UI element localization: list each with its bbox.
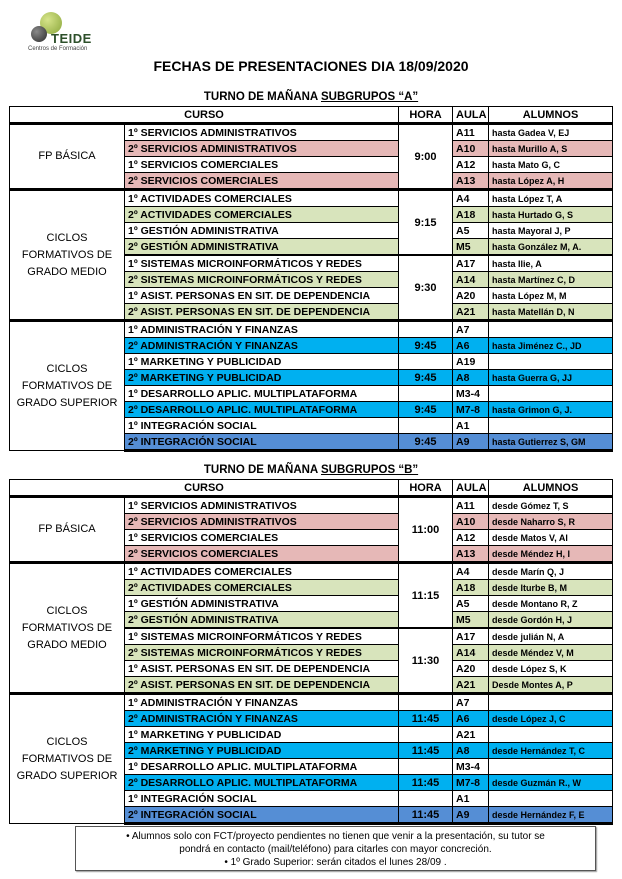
aula-cell: A6: [453, 711, 489, 727]
hora-cell: 9:30: [399, 255, 453, 321]
header-alumnos: ALUMNOS: [489, 480, 613, 497]
hora-cell: [399, 759, 453, 775]
course-name: 1º SISTEMAS MICROINFORMÁTICOS Y REDES: [125, 255, 399, 272]
aula-cell: A13: [453, 546, 489, 563]
course-name: 2º MARKETING Y PUBLICIDAD: [125, 743, 399, 759]
course-name: 1º SISTEMAS MICROINFORMÁTICOS Y REDES: [125, 628, 399, 645]
alumnos-cell: desde Méndez V, M: [489, 645, 613, 661]
course-name: 2º SERVICIOS ADMINISTRATIVOS: [125, 514, 399, 530]
alumnos-cell: desde Gómez T, S: [489, 497, 613, 514]
aula-cell: A18: [453, 580, 489, 596]
course-name: 2º SISTEMAS MICROINFORMÁTICOS Y REDES: [125, 272, 399, 288]
table-title-prefix: TURNO DE MAÑANA: [203, 91, 321, 103]
table-row: [10, 124, 613, 141]
alumnos-cell: hasta Matellán D, N: [489, 304, 613, 321]
course-name: 2º INTEGRACIÓN SOCIAL: [125, 807, 399, 824]
table-a-title: [0, 91, 622, 103]
course-name: 2º ACTIVIDADES COMERCIALES: [125, 580, 399, 596]
course-name: 2º SERVICIOS ADMINISTRATIVOS: [125, 141, 399, 157]
aula-cell: A17: [453, 628, 489, 645]
course-name: 1º SERVICIOS ADMINISTRATIVOS: [125, 124, 399, 141]
table-row: [10, 321, 613, 338]
header-aula: AULA: [453, 107, 489, 124]
hora-cell: 9:45: [399, 402, 453, 418]
page-title: FECHAS DE PRESENTACIONES DIA 18/09/2020: [153, 58, 469, 74]
schedule-table-a: [9, 106, 613, 452]
alumnos-cell: Desde Montes A, P: [489, 677, 613, 694]
aula-cell: A12: [453, 157, 489, 173]
hora-cell: 11:45: [399, 711, 453, 727]
group-name: CICLOS FORMATIVOS DE GRADO SUPERIOR: [10, 694, 125, 824]
alumnos-cell: hasta Grimon G, J.: [489, 402, 613, 418]
aula-cell: A11: [453, 497, 489, 514]
aula-cell: A4: [453, 563, 489, 580]
alumnos-cell: [489, 759, 613, 775]
aula-cell: M5: [453, 612, 489, 629]
course-name: 1º DESARROLLO APLIC. MULTIPLATAFORMA: [125, 759, 399, 775]
aula-cell: A5: [453, 223, 489, 239]
alumnos-cell: desde López S, K: [489, 661, 613, 677]
course-name: 1º ACTIVIDADES COMERCIALES: [125, 563, 399, 580]
alumnos-cell: hasta Gutierrez S, GM: [489, 434, 613, 451]
table-title-prefix: TURNO DE MAÑANA: [203, 464, 321, 476]
course-name: 2º MARKETING Y PUBLICIDAD: [125, 370, 399, 386]
aula-cell: A8: [453, 370, 489, 386]
hora-cell: 9:45: [399, 370, 453, 386]
aula-cell: A5: [453, 596, 489, 612]
table-title-subgroup: SUBGRUPOS “A”: [321, 91, 419, 103]
header-curso: CURSO: [10, 107, 399, 124]
alumnos-cell: hasta López T, A: [489, 190, 613, 207]
course-name: 1º DESARROLLO APLIC. MULTIPLATAFORMA: [125, 386, 399, 402]
header-alumnos: ALUMNOS: [489, 107, 613, 124]
note-grado-superior: • 1º Grado Superior: serán citados el lunes 28/09 .: [224, 857, 447, 868]
aula-cell: A9: [453, 807, 489, 824]
table-row: [10, 497, 613, 514]
table-row: [10, 190, 613, 207]
alumnos-cell: [489, 386, 613, 402]
course-name: 2º GESTIÓN ADMINISTRATIVA: [125, 239, 399, 256]
aula-cell: A13: [453, 173, 489, 190]
alumnos-cell: desde Naharro S, R: [489, 514, 613, 530]
hora-cell: [399, 727, 453, 743]
hora-cell: 9:45: [399, 434, 453, 451]
alumnos-cell: [489, 354, 613, 370]
aula-cell: A21: [453, 677, 489, 694]
alumnos-cell: desde Méndez H, I: [489, 546, 613, 563]
hora-cell: 11:45: [399, 743, 453, 759]
course-name: 2º ASIST. PERSONAS EN SIT. DE DEPENDENCIA: [125, 304, 399, 321]
aula-cell: A20: [453, 661, 489, 677]
course-name: 1º GESTIÓN ADMINISTRATIVA: [125, 223, 399, 239]
aula-cell: A20: [453, 288, 489, 304]
course-name: 1º MARKETING Y PUBLICIDAD: [125, 727, 399, 743]
hora-cell: [399, 694, 453, 711]
logo-dark-ball-icon: [31, 26, 47, 42]
note-fct: • Alumnos solo con FCT/proyecto pendientes no tienen que venir a la presentación, su tutor se pondrá en contacto (mail/teléfono) para citarles con mayor concreción.: [126, 831, 545, 855]
aula-cell: M5: [453, 239, 489, 256]
table-row: [10, 694, 613, 711]
course-name: 2º ASIST. PERSONAS EN SIT. DE DEPENDENCIA: [125, 677, 399, 694]
course-name: 2º SISTEMAS MICROINFORMÁTICOS Y REDES: [125, 645, 399, 661]
aula-cell: A21: [453, 727, 489, 743]
aula-cell: A14: [453, 645, 489, 661]
aula-cell: A11: [453, 124, 489, 141]
course-name: 2º ACTIVIDADES COMERCIALES: [125, 207, 399, 223]
alumnos-cell: [489, 321, 613, 338]
notes-box: [75, 826, 596, 871]
course-name: 2º DESARROLLO APLIC. MULTIPLATAFORMA: [125, 775, 399, 791]
course-name: 1º INTEGRACIÓN SOCIAL: [125, 791, 399, 807]
logo-subtitle: Centros de Formación: [28, 46, 88, 52]
course-name: 2º SERVICIOS COMERCIALES: [125, 546, 399, 563]
aula-cell: A17: [453, 255, 489, 272]
alumnos-cell: hasta Martínez C, D: [489, 272, 613, 288]
course-name: 1º ADMINISTRACIÓN Y FINANZAS: [125, 321, 399, 338]
course-name: 2º GESTIÓN ADMINISTRATIVA: [125, 612, 399, 629]
aula-cell: A10: [453, 514, 489, 530]
hora-cell: [399, 354, 453, 370]
aula-cell: M3-4: [453, 386, 489, 402]
alumnos-cell: desde López J, C: [489, 711, 613, 727]
aula-cell: A19: [453, 354, 489, 370]
alumnos-cell: [489, 694, 613, 711]
table-title-subgroup: SUBGRUPOS “B”: [321, 464, 419, 476]
alumnos-cell: desde Hernández T, C: [489, 743, 613, 759]
aula-cell: A6: [453, 338, 489, 354]
hora-cell: [399, 321, 453, 338]
course-name: 1º SERVICIOS COMERCIALES: [125, 157, 399, 173]
course-name: 1º ASIST. PERSONAS EN SIT. DE DEPENDENCIA: [125, 288, 399, 304]
hora-cell: [399, 386, 453, 402]
alumnos-cell: desde Marín Q, J: [489, 563, 613, 580]
hora-cell: 11:45: [399, 775, 453, 791]
header-row: [10, 107, 613, 124]
aula-cell: A12: [453, 530, 489, 546]
course-name: 1º MARKETING Y PUBLICIDAD: [125, 354, 399, 370]
aula-cell: A8: [453, 743, 489, 759]
alumnos-cell: desde Montano R, Z: [489, 596, 613, 612]
alumnos-cell: [489, 418, 613, 434]
alumnos-cell: [489, 791, 613, 807]
header-row: [10, 480, 613, 497]
table-b-title: [0, 464, 622, 476]
alumnos-cell: desde julián N, A: [489, 628, 613, 645]
hora-cell: 11:15: [399, 563, 453, 629]
alumnos-cell: hasta López A, H: [489, 173, 613, 190]
alumnos-cell: hasta Jiménez C., JD: [489, 338, 613, 354]
hora-cell: [399, 791, 453, 807]
alumnos-cell: hasta Mayoral J, P: [489, 223, 613, 239]
course-name: 1º ACTIVIDADES COMERCIALES: [125, 190, 399, 207]
hora-cell: [399, 418, 453, 434]
alumnos-cell: [489, 727, 613, 743]
group-name: FP BÁSICA: [10, 124, 125, 190]
header-aula: AULA: [453, 480, 489, 497]
teide-logo: [26, 10, 96, 55]
aula-cell: A4: [453, 190, 489, 207]
aula-cell: M7-8: [453, 775, 489, 791]
course-name: 2º ADMINISTRACIÓN Y FINANZAS: [125, 711, 399, 727]
course-name: 1º SERVICIOS ADMINISTRATIVOS: [125, 497, 399, 514]
course-name: 1º ASIST. PERSONAS EN SIT. DE DEPENDENCIA: [125, 661, 399, 677]
table-row: [10, 563, 613, 580]
alumnos-cell: hasta Guerra G, JJ: [489, 370, 613, 386]
alumnos-cell: hasta Gadea V, EJ: [489, 124, 613, 141]
header-hora: HORA: [399, 480, 453, 497]
alumnos-cell: desde Iturbe B, M: [489, 580, 613, 596]
aula-cell: A7: [453, 694, 489, 711]
alumnos-cell: hasta Hurtado G, S: [489, 207, 613, 223]
alumnos-cell: hasta Ilie, A: [489, 255, 613, 272]
aula-cell: A1: [453, 791, 489, 807]
group-name: CICLOS FORMATIVOS DE GRADO MEDIO: [10, 563, 125, 694]
aula-cell: M3-4: [453, 759, 489, 775]
alumnos-cell: hasta López M, M: [489, 288, 613, 304]
schedule-table-b: [9, 479, 613, 825]
group-name: FP BÁSICA: [10, 497, 125, 563]
alumnos-cell: desde Gordón H, J: [489, 612, 613, 629]
alumnos-cell: desde Matos V, Al: [489, 530, 613, 546]
alumnos-cell: desde Guzmán R., W: [489, 775, 613, 791]
aula-cell: A1: [453, 418, 489, 434]
hora-cell: 11:00: [399, 497, 453, 563]
group-name: CICLOS FORMATIVOS DE GRADO SUPERIOR: [10, 321, 125, 451]
course-name: 2º INTEGRACIÓN SOCIAL: [125, 434, 399, 451]
course-name: 2º SERVICIOS COMERCIALES: [125, 173, 399, 190]
aula-cell: A7: [453, 321, 489, 338]
aula-cell: A18: [453, 207, 489, 223]
aula-cell: A9: [453, 434, 489, 451]
alumnos-cell: hasta Mato G, C: [489, 157, 613, 173]
header-hora: HORA: [399, 107, 453, 124]
alumnos-cell: desde Hernández F, E: [489, 807, 613, 824]
alumnos-cell: hasta González M, A.: [489, 239, 613, 256]
aula-cell: M7-8: [453, 402, 489, 418]
course-name: 1º SERVICIOS COMERCIALES: [125, 530, 399, 546]
aula-cell: A10: [453, 141, 489, 157]
hora-cell: 11:30: [399, 628, 453, 694]
course-name: 2º DESARROLLO APLIC. MULTIPLATAFORMA: [125, 402, 399, 418]
alumnos-cell: hasta Murillo A, S: [489, 141, 613, 157]
aula-cell: A21: [453, 304, 489, 321]
logo-name: TEIDE: [51, 31, 92, 46]
aula-cell: A14: [453, 272, 489, 288]
hora-cell: 11:45: [399, 807, 453, 824]
header-curso: CURSO: [10, 480, 399, 497]
group-name: CICLOS FORMATIVOS DE GRADO MEDIO: [10, 190, 125, 321]
hora-cell: 9:00: [399, 124, 453, 190]
hora-cell: 9:15: [399, 190, 453, 256]
hora-cell: 9:45: [399, 338, 453, 354]
course-name: 1º ADMINISTRACIÓN Y FINANZAS: [125, 694, 399, 711]
course-name: 1º GESTIÓN ADMINISTRATIVA: [125, 596, 399, 612]
course-name: 1º INTEGRACIÓN SOCIAL: [125, 418, 399, 434]
course-name: 2º ADMINISTRACIÓN Y FINANZAS: [125, 338, 399, 354]
